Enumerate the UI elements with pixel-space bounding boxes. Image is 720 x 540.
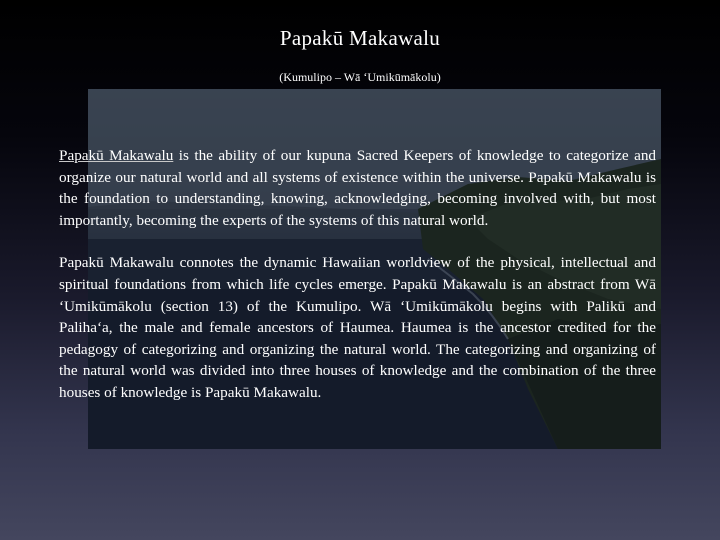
paragraph-definition — [59, 145, 656, 231]
slide-title: Papakū Makawalu — [279, 26, 441, 50]
term-papaku-makawalu: Papakū Makawalu — [59, 147, 174, 164]
body-text — [59, 145, 656, 425]
paragraph-worldview: Papakū Makawalu connotes the dynamic Hawaiian worldview of the physical, intellectual and spiritual foundations from which life cycles emerge. Papakū Makawalu is an abstract from Wā ‘Umikūmākolu (section 13) of the Kumulipo. Wā ‘Umikūmākolu begins with Palikū and Paliha‘a, the male and female ancestors of Haumea. Haumea is the ancestor credited for the pedagogy of categorizing and organizing the natural world. The categorizing and organizing of the natural world was divided into three houses of knowledge and the combination of the three houses of knowledge is Papakū Makawalu. — [59, 254, 656, 401]
slide-subtitle: (Kumulipo – Wā ‘Umikūmākolu) — [279, 70, 441, 84]
definition-text: is the ability of our kupuna Sacred Keepers of knowledge to categorize and organize our natural world and all systems of existence within the universe. Papakū Makawalu is the foundation to understanding, knowing, acknowledging, becoming involved with, but most importantly, becoming the experts of the systems of this natural world. — [59, 147, 657, 229]
